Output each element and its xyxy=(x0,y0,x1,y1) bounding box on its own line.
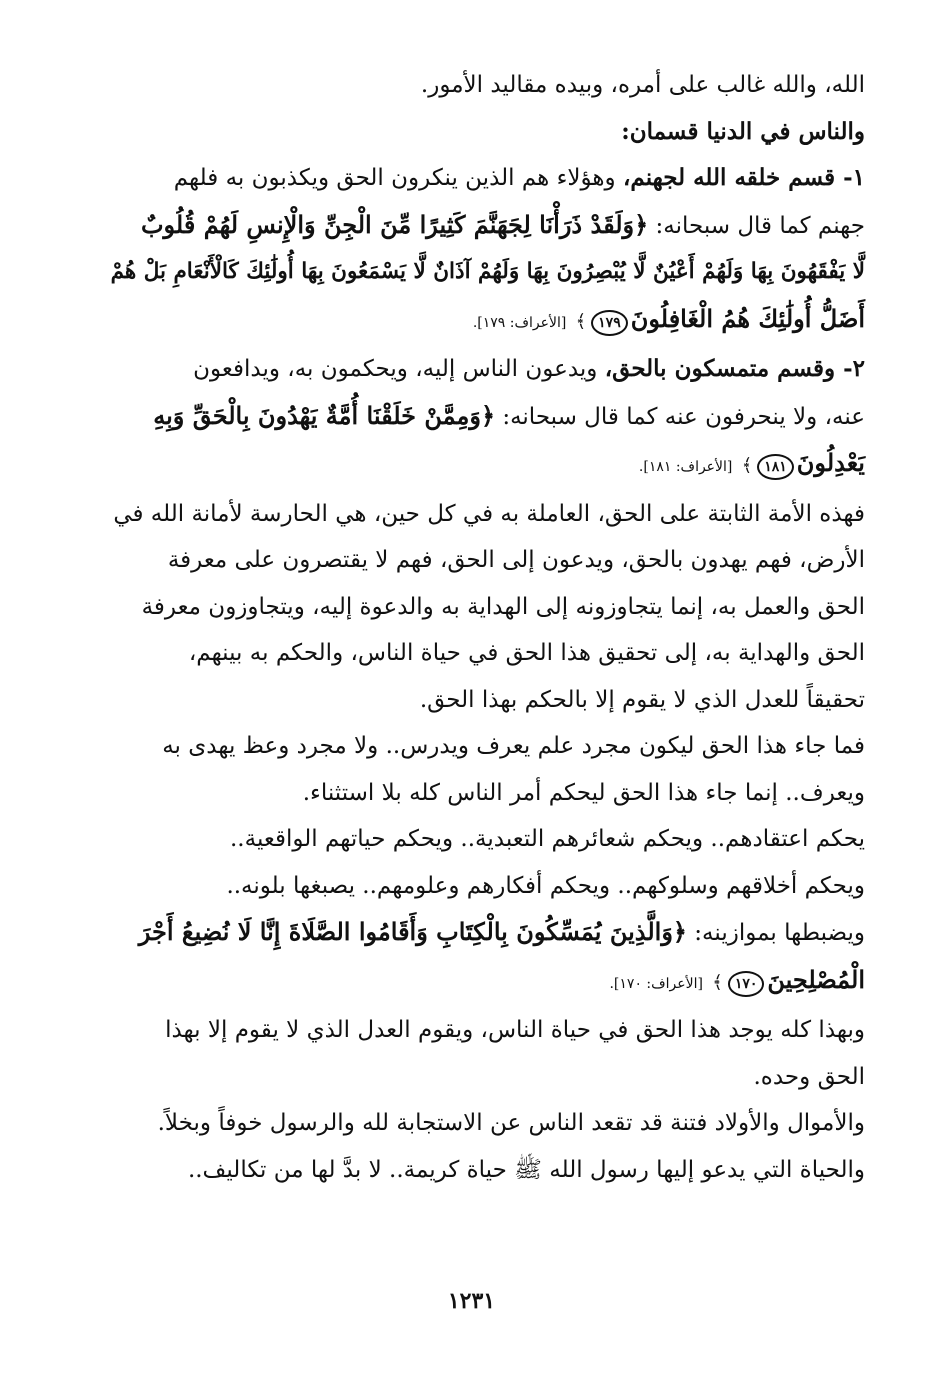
quran-verse: يَعْدِلُونَ xyxy=(796,448,865,477)
quran-verse-line: لَّا يَفْقَهُونَ بِهَا وَلَهُمْ أَعْيُنٌ لَّا يُبْصِرُونَ بِهَا وَلَهُمْ آذَانٌ لَّا يَسْمَعُونَ بِهَا أُولَٰئِكَ كَالْأَنْعَامِ بَلْ هُمْ xyxy=(110,259,865,284)
category-title: ١- قسم خلقه الله لجهنم، xyxy=(622,164,865,191)
first-category-paragraph xyxy=(100,155,865,346)
ornament-bracket: ﴾ xyxy=(741,455,753,476)
body-paragraph xyxy=(100,816,865,1007)
text-line xyxy=(100,155,865,202)
text-span: عنه، ولا ينحرفون عنه كما قال سبحانه: xyxy=(495,403,865,430)
ornament-bracket: ﴾ xyxy=(575,310,587,332)
ornament-bracket: ﴾ xyxy=(712,971,723,993)
second-category-paragraph xyxy=(100,346,865,491)
text-span: جهنم كما قال سبحانه: xyxy=(648,212,865,239)
text-line xyxy=(100,346,865,393)
body-text xyxy=(100,62,865,1193)
quran-verse: الْمُصْلِحِينَ xyxy=(767,964,865,994)
quran-verse: ﴿وَالَّذِينَ يُمَسِّكُونَ بِالْكِتَابِ وَأَقَامُوا الصَّلَاةَ إِنَّا لَا نُضِيعُ أَجْرَ xyxy=(138,917,687,946)
text-line: فما جاء هذا الحق ليكون مجرد علم يعرف ويدرس.. ولا مجرد وعظ يهدى به xyxy=(162,733,865,759)
quran-verse: ﴿وَلَقَدْ ذَرَأْنَا لِجَهَنَّمَ كَثِيرًا مِّنَ الْجِنِّ وَالْإِنسِ لَهُمْ قُلُوبٌ xyxy=(140,209,649,239)
text-line: يحكم اعتقادهم.. ويحكم شعائرهم التعبدية.. ويحكم حياتهم الواقعية.. xyxy=(230,826,865,852)
category-title: ٢- وقسم متمسكون بالحق، xyxy=(604,355,865,382)
body-paragraph xyxy=(100,1007,865,1100)
quran-verse: أَضَلُّ أُولَٰئِكَ هُمُ الْغَافِلُونَ xyxy=(630,303,865,333)
quran-verse: ﴿وَمِمَّنْ خَلَقْنَا أُمَّةٌ يَهْدُونَ بِالْحَقِّ وَبِهِ xyxy=(153,400,496,430)
text-line: تحقيقاً للعدل الذي لا يقوم إلا بالحكم بهذا الحق. xyxy=(419,686,865,713)
text-line: ويعرف.. إنما جاء هذا الحق ليحكم أمر الناس كله بلا استثناء. xyxy=(302,779,865,806)
page-number: ١٢٣١ xyxy=(447,1288,496,1314)
verse-number-badge: ١٧٠ xyxy=(728,971,765,997)
text-line: والحياة التي يدعو إليها رسول الله ﷺ حياة كريمة.. لا بدَّ لها من تكاليف.. xyxy=(187,1156,865,1183)
text-line: وبهذا كله يوجد هذا الحق في حياة الناس، ويقوم العدل الذي لا يقوم إلا بهذا xyxy=(165,1017,865,1043)
text-line xyxy=(100,296,865,347)
text-line: فهذه الأمة الثابتة على الحق، العاملة به في كل حين، هي الحارسة لأمانة الله في xyxy=(113,500,865,527)
text-line xyxy=(100,909,865,957)
text-span: ويدعون الناس إليه، ويحكمون به، ويدافعون xyxy=(193,356,605,382)
body-paragraph xyxy=(100,1100,865,1147)
text-line: ويحكم أخلاقهم وسلوكهم.. ويحكم أفكارهم وعلومهم.. يصبغها بلونه.. xyxy=(226,872,865,899)
surah-reference: [الأعراف: ١٧٠]. xyxy=(609,975,703,992)
verse-number-badge: ١٨١ xyxy=(757,454,794,480)
text-line: الأرض، فهم يهدون بالحق، ويدعون إلى الحق، فهم لا يقتصرون على معرفة xyxy=(167,547,865,573)
text-line: الحق والعمل به، إنما يتجاوزونه إلى الهداية به والدعوة إليه، ويتجاوزون معرفة xyxy=(141,593,865,620)
text-line: الحق والهداية به، إلى تحقيق هذا الحق في حياة الناس، والحكم به بينهم، xyxy=(188,640,865,666)
text-span: ويضبطها بموازينه: xyxy=(687,920,865,946)
text-line: الله، والله غالب على أمره، وبيده مقاليد الأمور. xyxy=(420,72,865,98)
body-paragraph xyxy=(100,1147,865,1194)
text-span: وهؤلاء هم الذين ينكرون الحق ويكذبون به فلهم xyxy=(173,165,623,191)
body-paragraph xyxy=(100,723,865,816)
text-line: الحق وحده. xyxy=(753,1063,865,1090)
intro-paragraph xyxy=(100,62,865,109)
text-line xyxy=(100,393,865,441)
surah-reference: [الأعراف: ١٧٩]. xyxy=(472,314,567,331)
text-line xyxy=(100,440,865,491)
body-paragraph xyxy=(100,491,865,724)
section-heading xyxy=(100,109,865,156)
verse-number-badge: ١٧٩ xyxy=(591,310,628,336)
text-line xyxy=(100,202,865,250)
surah-reference: [الأعراف: ١٨١]. xyxy=(638,459,733,475)
text-line: والأموال والأولاد فتنة قد تقعد الناس عن الاستجابة لله والرسول خوفاً وبخلاً. xyxy=(157,1110,865,1136)
text-line xyxy=(100,957,865,1008)
heading-line: والناس في الدنيا قسمان: xyxy=(621,117,865,145)
